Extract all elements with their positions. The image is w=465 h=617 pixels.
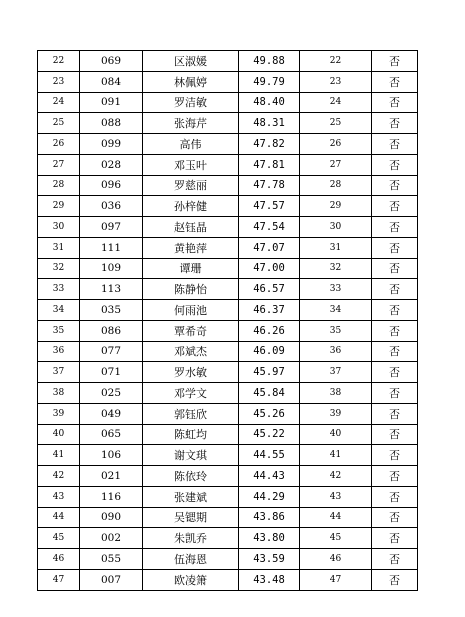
score-cell: 48.31 xyxy=(239,113,300,134)
rank-cell: 26 xyxy=(38,134,80,155)
name-cell: 邓斌杰 xyxy=(143,341,239,362)
score-cell: 47.07 xyxy=(239,237,300,258)
score-cell: 47.82 xyxy=(239,134,300,155)
name-cell: 孙梓健 xyxy=(143,196,239,217)
score-cell: 46.26 xyxy=(239,320,300,341)
score-cell: 45.84 xyxy=(239,383,300,404)
rank-repeat-cell: 35 xyxy=(300,320,372,341)
rank-repeat-cell: 42 xyxy=(300,466,372,487)
number-cell: 088 xyxy=(80,113,143,134)
rank-repeat-cell: 43 xyxy=(300,486,372,507)
status-cell: 否 xyxy=(372,154,418,175)
number-cell: 077 xyxy=(80,341,143,362)
table-row xyxy=(38,237,418,258)
status-cell: 否 xyxy=(372,92,418,113)
status-cell: 否 xyxy=(372,258,418,279)
number-cell: 036 xyxy=(80,196,143,217)
status-cell: 否 xyxy=(372,445,418,466)
name-cell: 邓玉叶 xyxy=(143,154,239,175)
table-row xyxy=(38,362,418,383)
rank-repeat-cell: 27 xyxy=(300,154,372,175)
status-cell: 否 xyxy=(372,237,418,258)
number-cell: 091 xyxy=(80,92,143,113)
name-cell: 黄艳萍 xyxy=(143,237,239,258)
table-row xyxy=(38,341,418,362)
table-row xyxy=(38,154,418,175)
score-cell: 44.43 xyxy=(239,466,300,487)
number-cell: 096 xyxy=(80,175,143,196)
rank-repeat-cell: 44 xyxy=(300,507,372,528)
rank-repeat-cell: 36 xyxy=(300,341,372,362)
score-cell: 49.79 xyxy=(239,71,300,92)
score-cell: 46.57 xyxy=(239,279,300,300)
score-cell: 44.55 xyxy=(239,445,300,466)
rank-repeat-cell: 30 xyxy=(300,217,372,238)
number-cell: 086 xyxy=(80,320,143,341)
rank-cell: 23 xyxy=(38,71,80,92)
number-cell: 065 xyxy=(80,424,143,445)
score-cell: 43.86 xyxy=(239,507,300,528)
rank-repeat-cell: 24 xyxy=(300,92,372,113)
rank-cell: 42 xyxy=(38,466,80,487)
rank-repeat-cell: 25 xyxy=(300,113,372,134)
rank-repeat-cell: 40 xyxy=(300,424,372,445)
rank-cell: 22 xyxy=(38,51,80,72)
number-cell: 090 xyxy=(80,507,143,528)
status-cell: 否 xyxy=(372,549,418,570)
number-cell: 071 xyxy=(80,362,143,383)
table-row xyxy=(38,92,418,113)
status-cell: 否 xyxy=(372,300,418,321)
rank-repeat-cell: 46 xyxy=(300,549,372,570)
score-cell: 47.57 xyxy=(239,196,300,217)
table-row xyxy=(38,320,418,341)
rank-cell: 35 xyxy=(38,320,80,341)
number-cell: 007 xyxy=(80,569,143,590)
status-cell: 否 xyxy=(372,51,418,72)
number-cell: 002 xyxy=(80,528,143,549)
number-cell: 035 xyxy=(80,300,143,321)
name-cell: 覃希奇 xyxy=(143,320,239,341)
score-cell: 49.88 xyxy=(239,51,300,72)
score-cell: 43.59 xyxy=(239,549,300,570)
score-table xyxy=(37,50,418,591)
table-row xyxy=(38,549,418,570)
rank-repeat-cell: 28 xyxy=(300,175,372,196)
rank-cell: 40 xyxy=(38,424,80,445)
status-cell: 否 xyxy=(372,569,418,590)
rank-cell: 34 xyxy=(38,300,80,321)
number-cell: 025 xyxy=(80,383,143,404)
number-cell: 028 xyxy=(80,154,143,175)
status-cell: 否 xyxy=(372,507,418,528)
rank-repeat-cell: 29 xyxy=(300,196,372,217)
number-cell: 097 xyxy=(80,217,143,238)
table-row xyxy=(38,134,418,155)
rank-cell: 31 xyxy=(38,237,80,258)
score-cell: 43.80 xyxy=(239,528,300,549)
table-row xyxy=(38,445,418,466)
number-cell: 055 xyxy=(80,549,143,570)
name-cell: 陈静怡 xyxy=(143,279,239,300)
score-cell: 47.81 xyxy=(239,154,300,175)
rank-cell: 39 xyxy=(38,403,80,424)
rank-repeat-cell: 47 xyxy=(300,569,372,590)
table-row xyxy=(38,217,418,238)
rank-repeat-cell: 23 xyxy=(300,71,372,92)
rank-cell: 36 xyxy=(38,341,80,362)
name-cell: 罗慈丽 xyxy=(143,175,239,196)
score-cell: 46.09 xyxy=(239,341,300,362)
name-cell: 谭珊 xyxy=(143,258,239,279)
rank-cell: 24 xyxy=(38,92,80,113)
number-cell: 069 xyxy=(80,51,143,72)
score-cell: 46.37 xyxy=(239,300,300,321)
name-cell: 何雨池 xyxy=(143,300,239,321)
rank-cell: 25 xyxy=(38,113,80,134)
number-cell: 099 xyxy=(80,134,143,155)
number-cell: 021 xyxy=(80,466,143,487)
status-cell: 否 xyxy=(372,486,418,507)
table-row xyxy=(38,300,418,321)
status-cell: 否 xyxy=(372,362,418,383)
number-cell: 109 xyxy=(80,258,143,279)
name-cell: 朱凯乔 xyxy=(143,528,239,549)
status-cell: 否 xyxy=(372,71,418,92)
name-cell: 张海芹 xyxy=(143,113,239,134)
number-cell: 106 xyxy=(80,445,143,466)
name-cell: 谢文琪 xyxy=(143,445,239,466)
table-row xyxy=(38,71,418,92)
rank-cell: 44 xyxy=(38,507,80,528)
name-cell: 吴锶期 xyxy=(143,507,239,528)
rank-cell: 29 xyxy=(38,196,80,217)
rank-repeat-cell: 37 xyxy=(300,362,372,383)
status-cell: 否 xyxy=(372,320,418,341)
score-cell: 47.00 xyxy=(239,258,300,279)
status-cell: 否 xyxy=(372,113,418,134)
name-cell: 张建斌 xyxy=(143,486,239,507)
name-cell: 陈依玲 xyxy=(143,466,239,487)
table-row xyxy=(38,196,418,217)
name-cell: 林佩婷 xyxy=(143,71,239,92)
table-row xyxy=(38,466,418,487)
rank-cell: 32 xyxy=(38,258,80,279)
number-cell: 116 xyxy=(80,486,143,507)
status-cell: 否 xyxy=(372,383,418,404)
table-row xyxy=(38,383,418,404)
rank-repeat-cell: 41 xyxy=(300,445,372,466)
score-cell: 45.26 xyxy=(239,403,300,424)
table-row xyxy=(38,528,418,549)
score-cell: 47.78 xyxy=(239,175,300,196)
rank-repeat-cell: 38 xyxy=(300,383,372,404)
status-cell: 否 xyxy=(372,341,418,362)
name-cell: 陈虹均 xyxy=(143,424,239,445)
name-cell: 邓学文 xyxy=(143,383,239,404)
status-cell: 否 xyxy=(372,134,418,155)
rank-cell: 27 xyxy=(38,154,80,175)
name-cell: 罗洁敏 xyxy=(143,92,239,113)
rank-cell: 46 xyxy=(38,549,80,570)
rank-cell: 38 xyxy=(38,383,80,404)
rank-repeat-cell: 34 xyxy=(300,300,372,321)
rank-cell: 33 xyxy=(38,279,80,300)
number-cell: 084 xyxy=(80,71,143,92)
score-cell: 48.40 xyxy=(239,92,300,113)
number-cell: 049 xyxy=(80,403,143,424)
rank-repeat-cell: 33 xyxy=(300,279,372,300)
status-cell: 否 xyxy=(372,196,418,217)
table-row xyxy=(38,424,418,445)
table-row xyxy=(38,113,418,134)
table-row xyxy=(38,507,418,528)
rank-repeat-cell: 22 xyxy=(300,51,372,72)
status-cell: 否 xyxy=(372,279,418,300)
name-cell: 郭钰欣 xyxy=(143,403,239,424)
rank-cell: 28 xyxy=(38,175,80,196)
status-cell: 否 xyxy=(372,528,418,549)
status-cell: 否 xyxy=(372,175,418,196)
rank-cell: 47 xyxy=(38,569,80,590)
score-cell: 45.97 xyxy=(239,362,300,383)
score-cell: 44.29 xyxy=(239,486,300,507)
table-row xyxy=(38,486,418,507)
status-cell: 否 xyxy=(372,424,418,445)
name-cell: 罗水敏 xyxy=(143,362,239,383)
name-cell: 欧凌箫 xyxy=(143,569,239,590)
name-cell: 高伟 xyxy=(143,134,239,155)
rank-repeat-cell: 45 xyxy=(300,528,372,549)
status-cell: 否 xyxy=(372,466,418,487)
table-row xyxy=(38,51,418,72)
name-cell: 区淑媛 xyxy=(143,51,239,72)
rank-repeat-cell: 32 xyxy=(300,258,372,279)
rank-repeat-cell: 39 xyxy=(300,403,372,424)
status-cell: 否 xyxy=(372,217,418,238)
score-cell: 43.48 xyxy=(239,569,300,590)
name-cell: 伍海恩 xyxy=(143,549,239,570)
table-row xyxy=(38,279,418,300)
rank-cell: 45 xyxy=(38,528,80,549)
status-cell: 否 xyxy=(372,403,418,424)
rank-cell: 30 xyxy=(38,217,80,238)
score-cell: 45.22 xyxy=(239,424,300,445)
rank-cell: 41 xyxy=(38,445,80,466)
rank-cell: 37 xyxy=(38,362,80,383)
score-cell: 47.54 xyxy=(239,217,300,238)
table-body xyxy=(38,51,418,591)
rank-repeat-cell: 31 xyxy=(300,237,372,258)
table-row xyxy=(38,569,418,590)
name-cell: 赵钰晶 xyxy=(143,217,239,238)
rank-cell: 43 xyxy=(38,486,80,507)
table-row xyxy=(38,258,418,279)
rank-repeat-cell: 26 xyxy=(300,134,372,155)
table-row xyxy=(38,175,418,196)
number-cell: 113 xyxy=(80,279,143,300)
table-row xyxy=(38,403,418,424)
number-cell: 111 xyxy=(80,237,143,258)
